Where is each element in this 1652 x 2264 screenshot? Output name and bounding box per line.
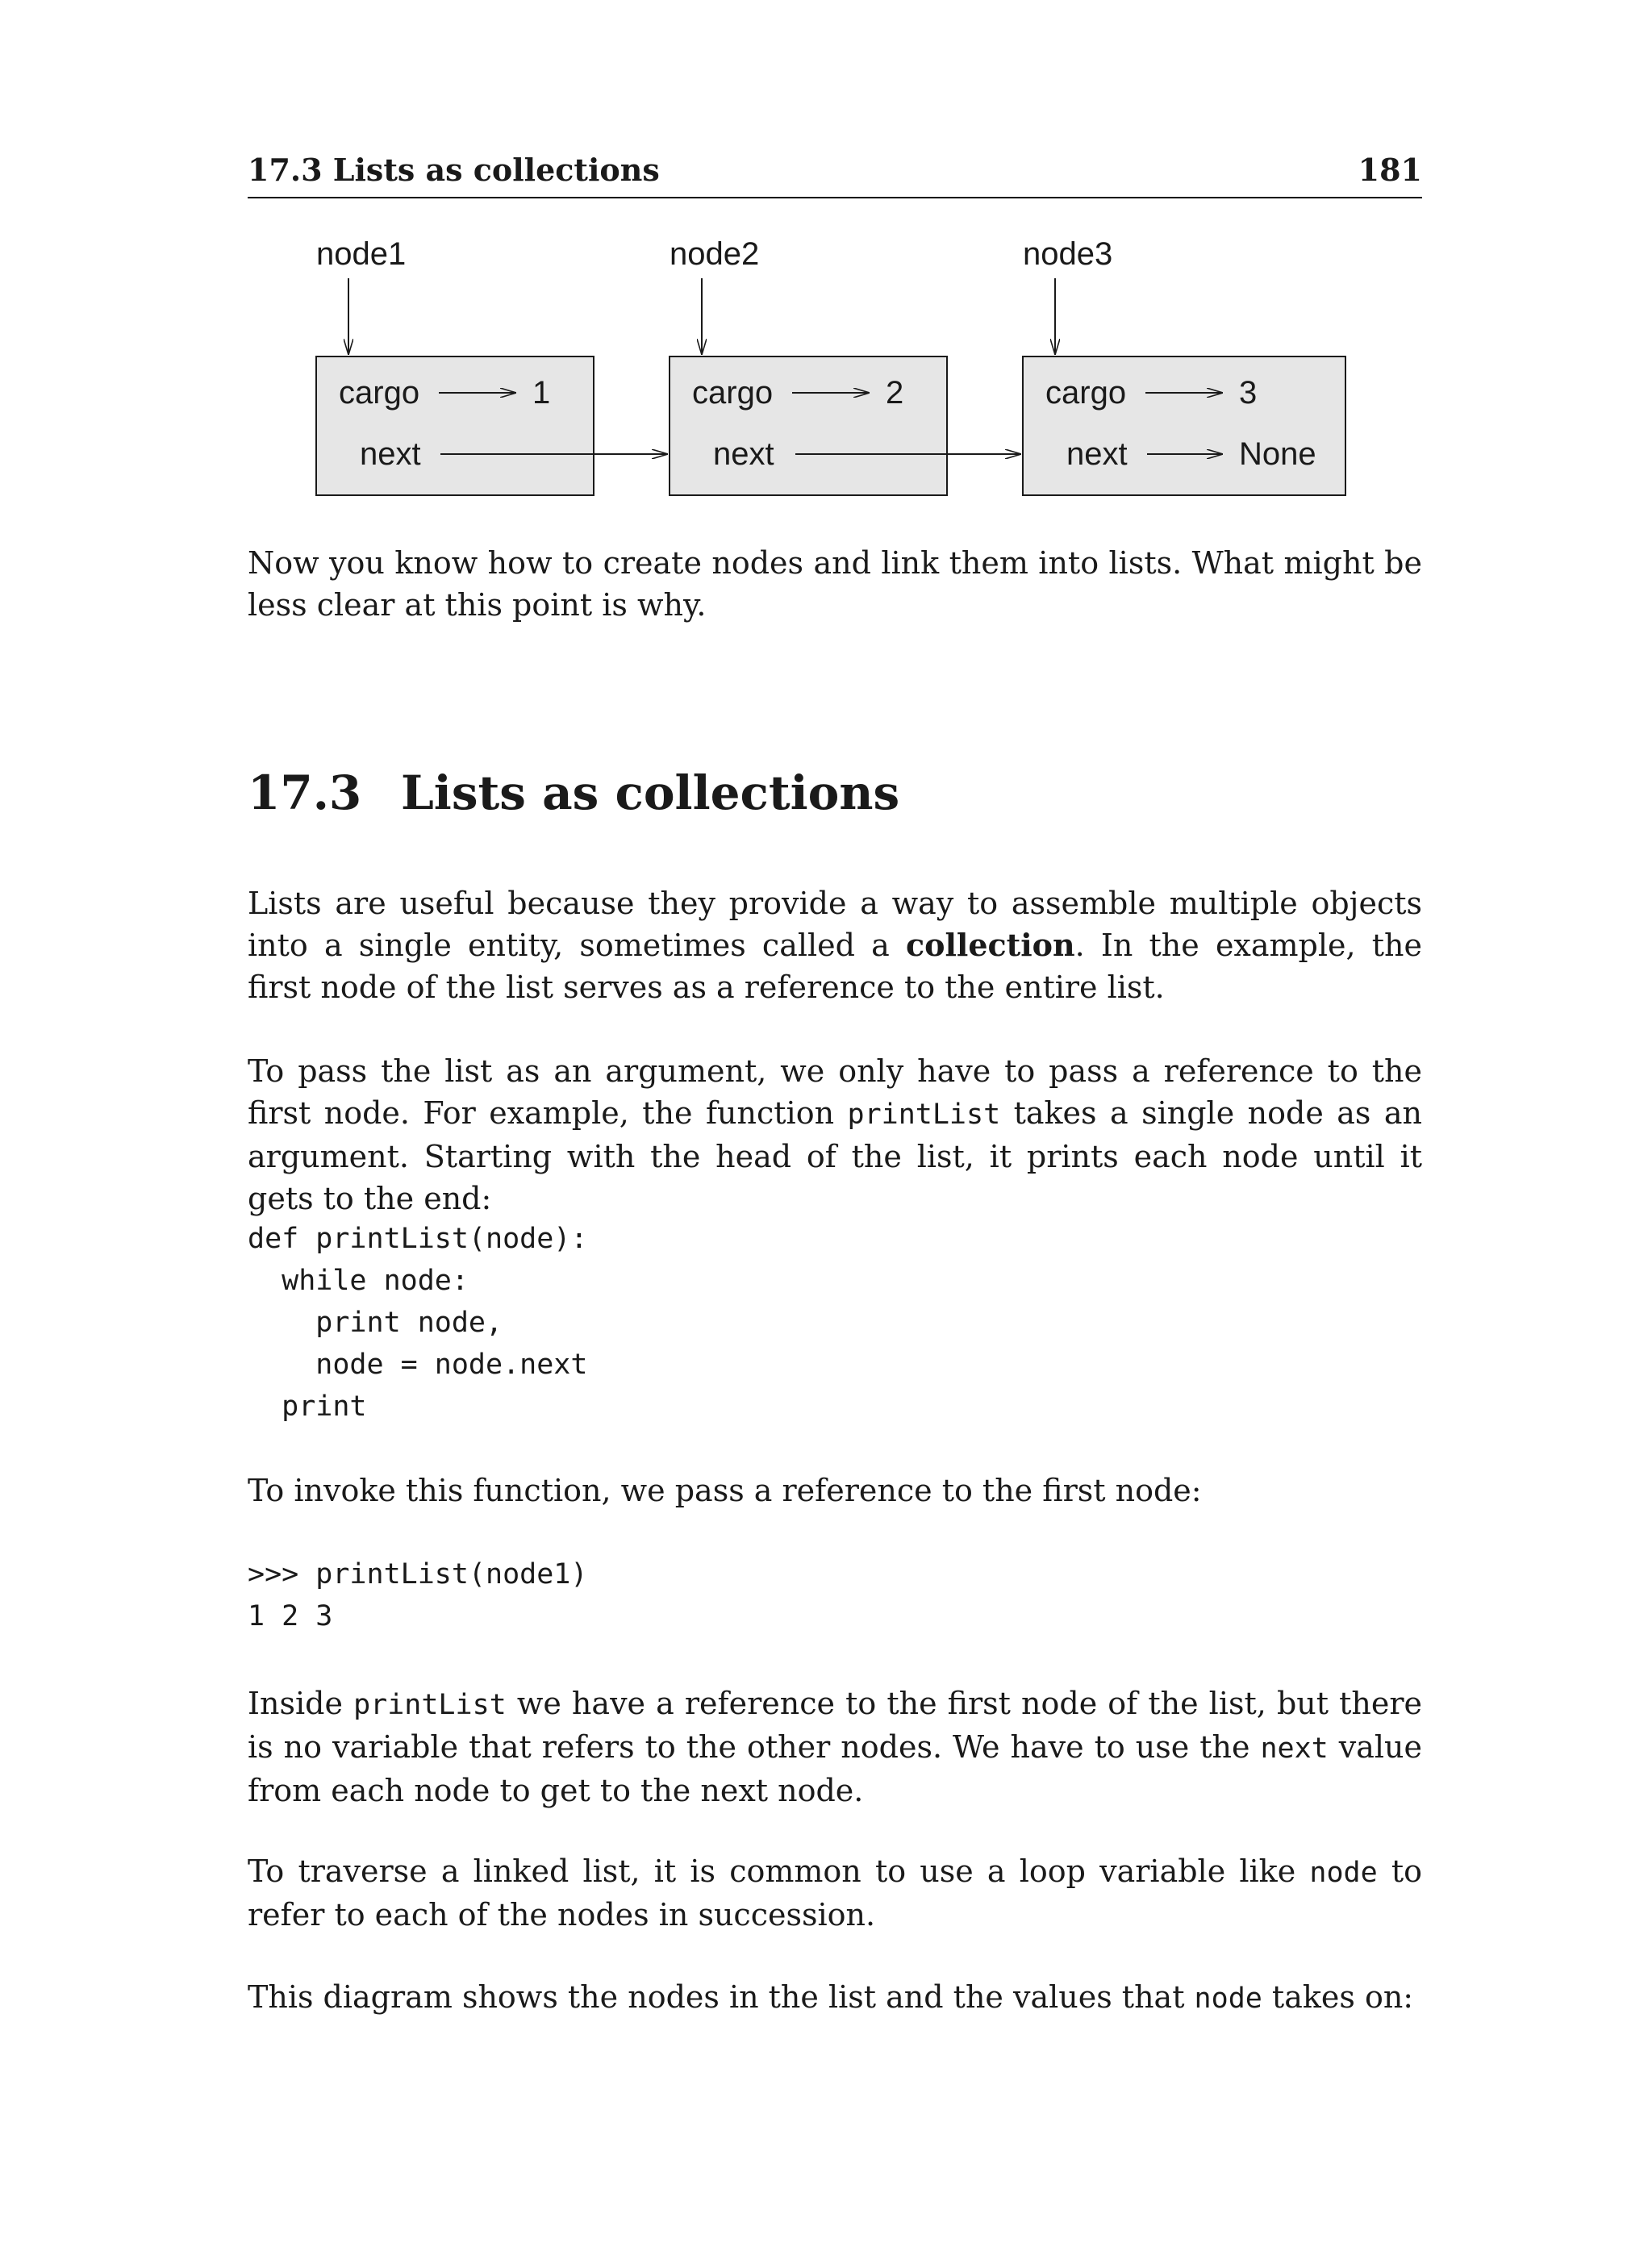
running-header-title: 17.3 Lists as collections	[248, 152, 660, 188]
paragraph-text: Inside	[248, 1686, 354, 1721]
section-heading	[248, 765, 899, 821]
section-number: 17.3	[248, 765, 362, 820]
intro-paragraph: Now you know how to create nodes and link them into lists. What might be less clear at this point is why.	[248, 545, 1422, 623]
node3-cargo-value: 3	[1239, 375, 1258, 411]
paragraph-collection	[248, 882, 1422, 1008]
paragraph-text: Lists are useful because they provide a way to assemble multiple objects into a single entity, sometimes called a	[248, 886, 1422, 963]
paragraph-inside-printlist	[248, 1682, 1422, 1812]
node2-variable-label: node2	[670, 236, 760, 272]
node1-next-label: next	[360, 436, 421, 472]
paragraph-text: To pass the list as an argument, we only have to pass a reference to the first node. For example, the function	[248, 1053, 1422, 1131]
node1-variable-label: node1	[316, 236, 407, 272]
paragraph-diagram-intro	[248, 1976, 1422, 2020]
linked-list-diagram	[290, 226, 1387, 516]
paragraph-invoke: To invoke this function, we pass a reference to the first node:	[248, 1473, 1202, 1508]
paragraph-text: we have a reference to the first node of the list, but there is no variable that refers to the other nodes. We have to use the	[248, 1686, 1422, 1765]
paragraph-text: This diagram shows the nodes in the list and the values that	[248, 1979, 1195, 2015]
section-title-text: Lists as collections	[401, 765, 900, 820]
node3-variable-label: node3	[1023, 236, 1113, 272]
paragraph-pass-list	[248, 1050, 1422, 1220]
paragraph-text: To traverse a linked list, it is common to use a loop variable like	[248, 1853, 1310, 1889]
code-block-invoke: >>> printList(node1) 1 2 3	[248, 1558, 588, 1632]
inline-code: printList	[847, 1099, 1001, 1131]
code-block-printlist: def printList(node): while node: print node, node = node.next print	[248, 1223, 588, 1423]
inline-code: next	[1260, 1732, 1329, 1765]
node2-cargo-label: cargo	[692, 375, 774, 411]
node1-cargo-value: 1	[532, 375, 551, 411]
node3-next-value: None	[1239, 436, 1316, 472]
node3-next-label: next	[1066, 436, 1128, 472]
paragraph-text: takes on:	[1262, 1979, 1414, 2015]
paragraph-traverse	[248, 1850, 1422, 1936]
inline-code: node	[1309, 1857, 1378, 1889]
paragraph-text: . In the example, the first node of the list serves as a reference to the entire list.	[248, 928, 1423, 1005]
node2-cargo-value: 2	[886, 375, 904, 411]
term-collection: collection	[905, 927, 1075, 963]
paragraph-text: to refer to each of the nodes in succession.	[248, 1853, 1422, 1933]
node3-cargo-label: cargo	[1045, 375, 1127, 411]
node1-cargo-label: cargo	[339, 375, 420, 411]
paragraph-text: value from each node to get to the next node.	[248, 1729, 1422, 1808]
running-header	[248, 150, 1422, 198]
paragraph-text: takes a single node as an argument. Starting with the head of the list, it prints each node until it gets to the end:	[248, 1095, 1422, 1216]
inline-code: printList	[353, 1689, 507, 1721]
node2-next-label: next	[713, 436, 774, 472]
inline-code: node	[1194, 1983, 1262, 2015]
page-number: 181	[1358, 152, 1422, 188]
